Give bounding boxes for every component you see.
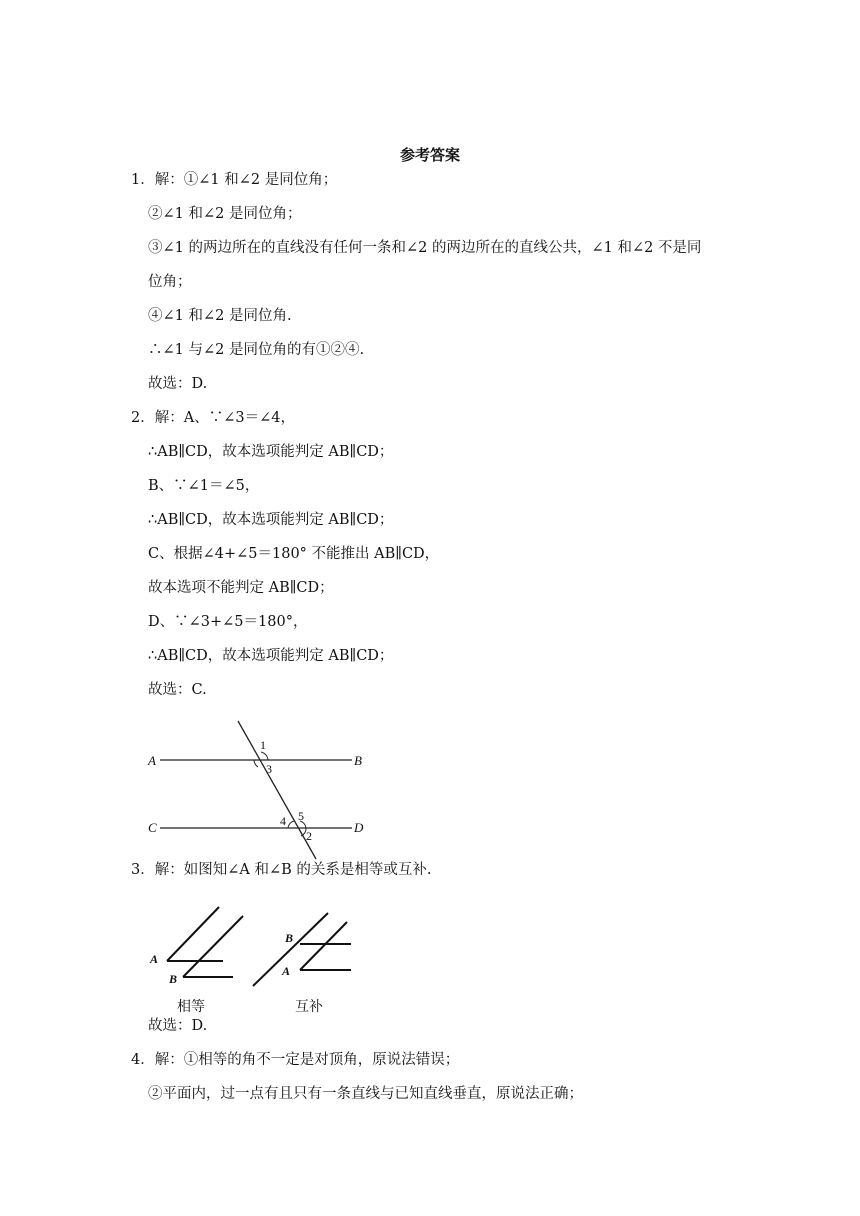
caption-supplementary: 互补 (295, 999, 323, 1015)
text-line: ③∠1 的两边所在的直线没有任何一条和∠2 的两边所在的直线公共，∠1 和∠2 不是同 (148, 240, 702, 256)
label-a: A (148, 753, 156, 768)
text-line: 4．解：①相等的角不一定是对顶角，原说法错误； (131, 1052, 460, 1068)
text-line: B、∵∠1＝∠5， (148, 478, 260, 494)
text-line: 1．解：①∠1 和∠2 是同位角； (131, 172, 338, 188)
text-line: ∴AB∥CD，故本选项能判定 AB∥CD； (148, 512, 394, 528)
angle-label-1: 1 (260, 738, 266, 752)
text-line: D、∵∠3+∠5＝180°， (148, 614, 308, 630)
text-line: 故选：D. (148, 1018, 208, 1034)
angle-relation-figure (145, 900, 365, 1020)
angle-label-2: 2 (306, 829, 312, 843)
angle-arc-1 (261, 752, 268, 760)
label-b-equal: B (169, 972, 178, 986)
label-b-supp: B (285, 931, 294, 945)
supp-ray (253, 913, 328, 986)
page-title: 参考答案 (399, 146, 460, 164)
angle-arc-4 (288, 821, 294, 828)
parallel-lines-figure (140, 715, 380, 865)
label-c: C (148, 820, 157, 835)
angle-label-5: 5 (298, 809, 304, 823)
text-line: ②平面内，过一点有且只有一条直线与已知直线垂直，原说法正确； (148, 1086, 583, 1102)
text-line: 故选：C. (148, 682, 207, 698)
text-line: ②∠1 和∠2 是同位角； (148, 206, 302, 222)
text-line: 位角； (148, 274, 192, 290)
text-line: ∴∠1 与∠2 是同位角的有①②④. (148, 342, 365, 358)
label-a-equal: A (150, 952, 159, 966)
text-line: 3．解：如图知∠A 和∠B 的关系是相等或互补. (131, 862, 432, 878)
text-line: 2．解：A、∵∠3＝∠4， (131, 410, 295, 426)
text-line: 故本选项不能判定 AB∥CD； (148, 580, 334, 596)
equal-ray-b (183, 916, 243, 977)
angle-label-3: 3 (266, 762, 272, 776)
text-line: ∴AB∥CD，故本选项能判定 AB∥CD； (148, 444, 394, 460)
caption-equal: 相等 (177, 999, 205, 1015)
transversal-line (238, 721, 316, 859)
angle-label-4: 4 (280, 814, 286, 828)
text-line: ④∠1 和∠2 是同位角. (148, 308, 292, 324)
text-line: 故选：D. (148, 376, 208, 392)
label-b: B (354, 753, 362, 768)
text-line: C、根据∠4+∠5＝180° 不能推出 AB∥CD， (148, 546, 440, 562)
label-a-supp: A (282, 964, 291, 978)
text-line: ∴AB∥CD，故本选项能判定 AB∥CD； (148, 648, 394, 664)
supp-side-a-ray (300, 922, 347, 970)
angle-arc-3 (254, 760, 258, 767)
equal-ray-a (167, 907, 219, 961)
label-d: D (354, 820, 364, 835)
